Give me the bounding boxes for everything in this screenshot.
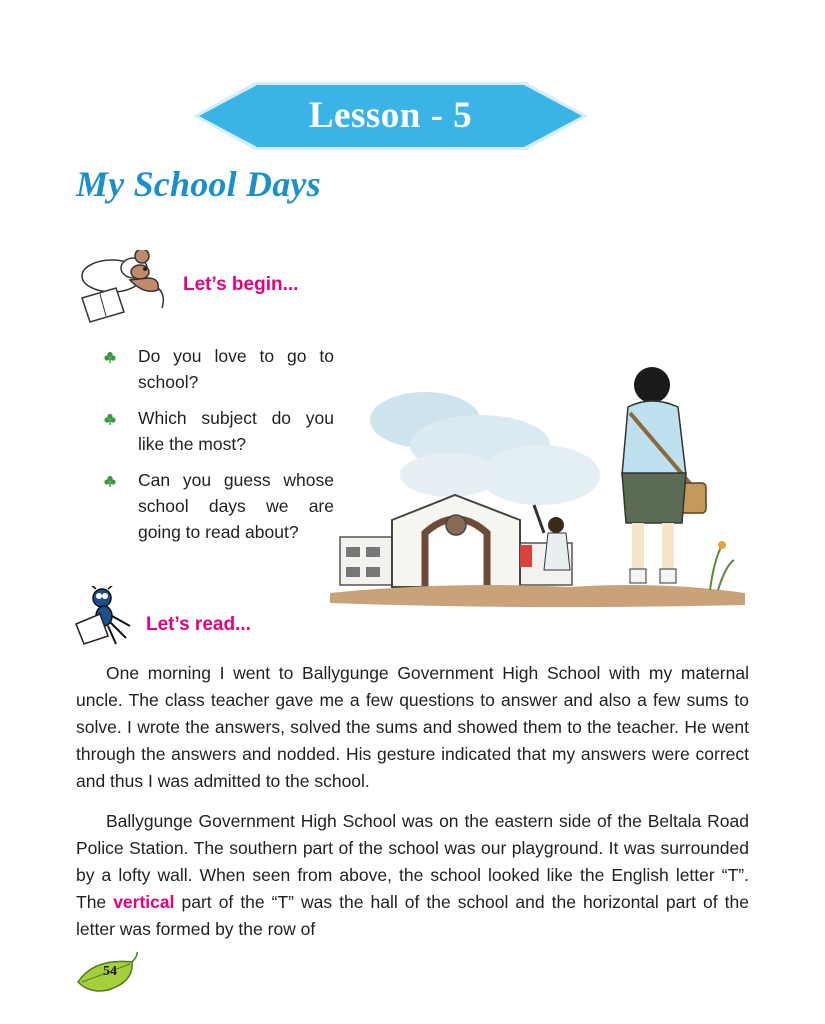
club-bullet-icon xyxy=(104,351,116,363)
question-text: Do you love to go to school? xyxy=(138,346,334,392)
list-item xyxy=(104,467,334,545)
paragraph: One morning I went to Ballygunge Government High School with my maternal uncle. The class teacher gave me a few questions to answer and also a few sums to solve. I wrote the answers, solved the sums and showed them to the teacher. He went through the answers and nodded. His gesture indicated that my answers were correct and thus I was admitted to the school. xyxy=(76,663,749,791)
club-bullet-icon xyxy=(104,413,116,425)
question-text: Which subject do you like the most? xyxy=(138,408,334,454)
lets-read-heading: Let’s read... xyxy=(146,614,251,635)
club-bullet-icon xyxy=(104,475,116,487)
text-run: Ballygunge Government High School was on the eastern side of the Beltala Road Police Station. The southern part of the school was our playground. It was surrounded by a lofty wall. When seen from above, the school looked like the English letter “T”. The xyxy=(76,811,749,912)
lesson-banner xyxy=(193,80,588,152)
list-item xyxy=(104,405,334,457)
school-illustration xyxy=(330,355,750,610)
story-text xyxy=(76,660,749,956)
mouse-reading-icon xyxy=(72,250,172,325)
text-run: part of the “T” was the hall of the school and the horizontal part of the letter was formed by the row of xyxy=(76,892,749,939)
list-item xyxy=(104,343,334,395)
paragraph xyxy=(76,808,749,943)
ant-reading-icon xyxy=(70,586,142,646)
page-title: My School Days xyxy=(76,164,321,204)
warmup-questions-list xyxy=(104,343,334,555)
page-number: 54 xyxy=(103,964,117,979)
lets-begin-heading: Let’s begin... xyxy=(183,274,299,295)
lesson-label: Lesson - 5 xyxy=(308,95,473,136)
question-text: Can you guess whose school days we are going to read about? xyxy=(138,470,334,542)
vocabulary-word: vertical xyxy=(113,892,175,912)
